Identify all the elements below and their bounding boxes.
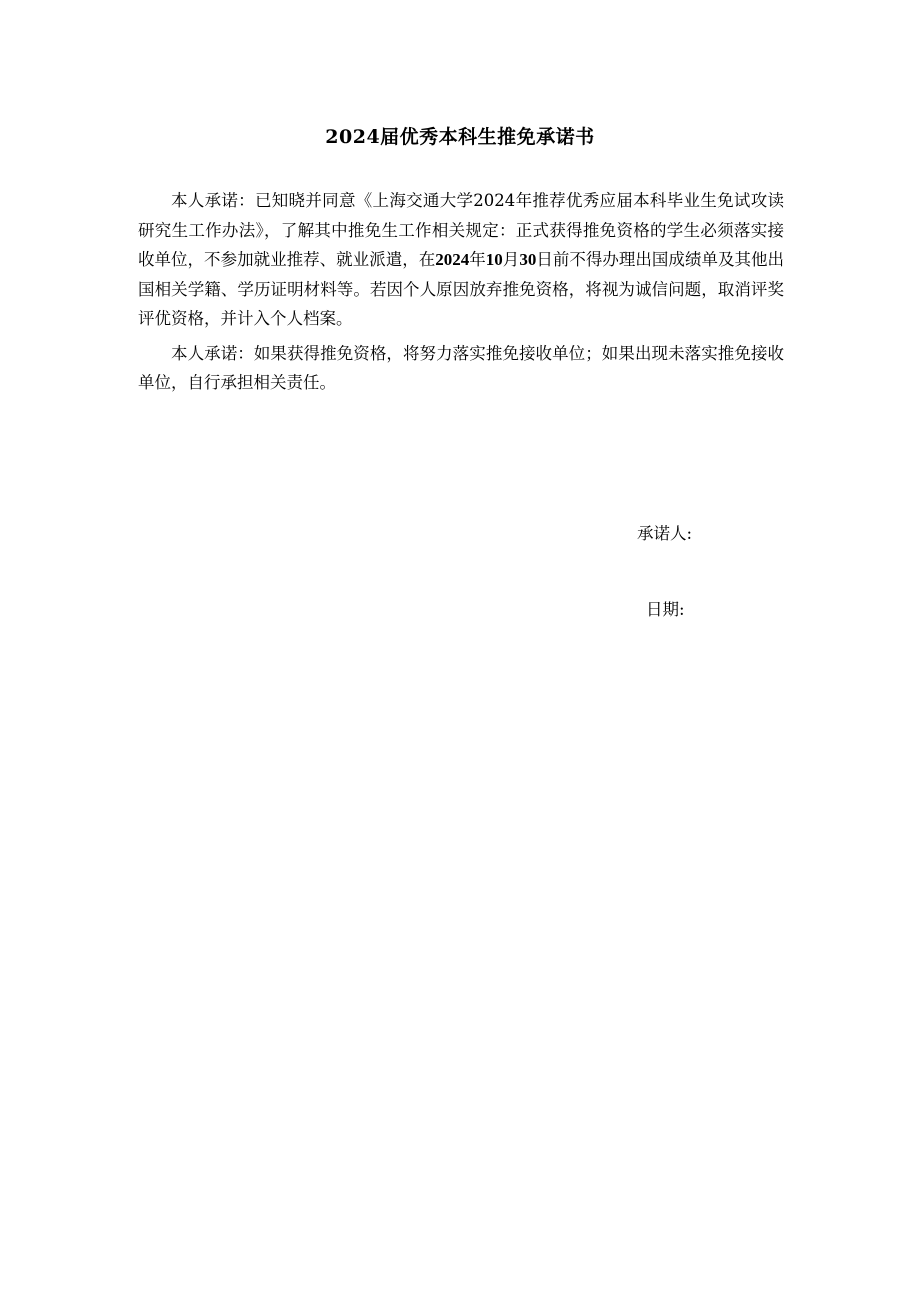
deadline-month-unit: 月	[502, 250, 520, 269]
paragraph-1-text-b: 日前不得办理出国成绩单及其他出国相关学籍、学历证明材料等。若因个人原因放弃推免资格，将视为诚信问题，取消评奖评优资格，并计入个人档案。	[138, 250, 785, 328]
deadline-day: 30	[519, 250, 537, 269]
paragraph-commitment-2: 本人承诺：如果获得推免资格，将努力落实推免接收单位；如果出现未落实推免接收单位，自行承担相关责任。	[138, 343, 784, 392]
deadline-year: 2024	[435, 250, 470, 269]
signature-label: 承诺人:	[637, 524, 693, 543]
document-title: 2024届优秀本科生推免承诺书	[325, 126, 595, 148]
date-label: 日期:	[646, 600, 685, 619]
paragraph-1-text-a: 本人承诺：已知晓并同意《上海交通大学2024年推荐优秀应届本科毕业生免试攻读研究生工作办法》，了解其中推免生工作相关规定：正式获得推免资格的学生必须落实接收单位，不参加就业推荐、就业派遣，在	[138, 191, 784, 269]
deadline-year-unit: 年	[469, 250, 486, 269]
deadline-month: 10	[485, 250, 503, 269]
document-body	[138, 186, 784, 398]
paragraph-commitment-1	[138, 186, 784, 334]
